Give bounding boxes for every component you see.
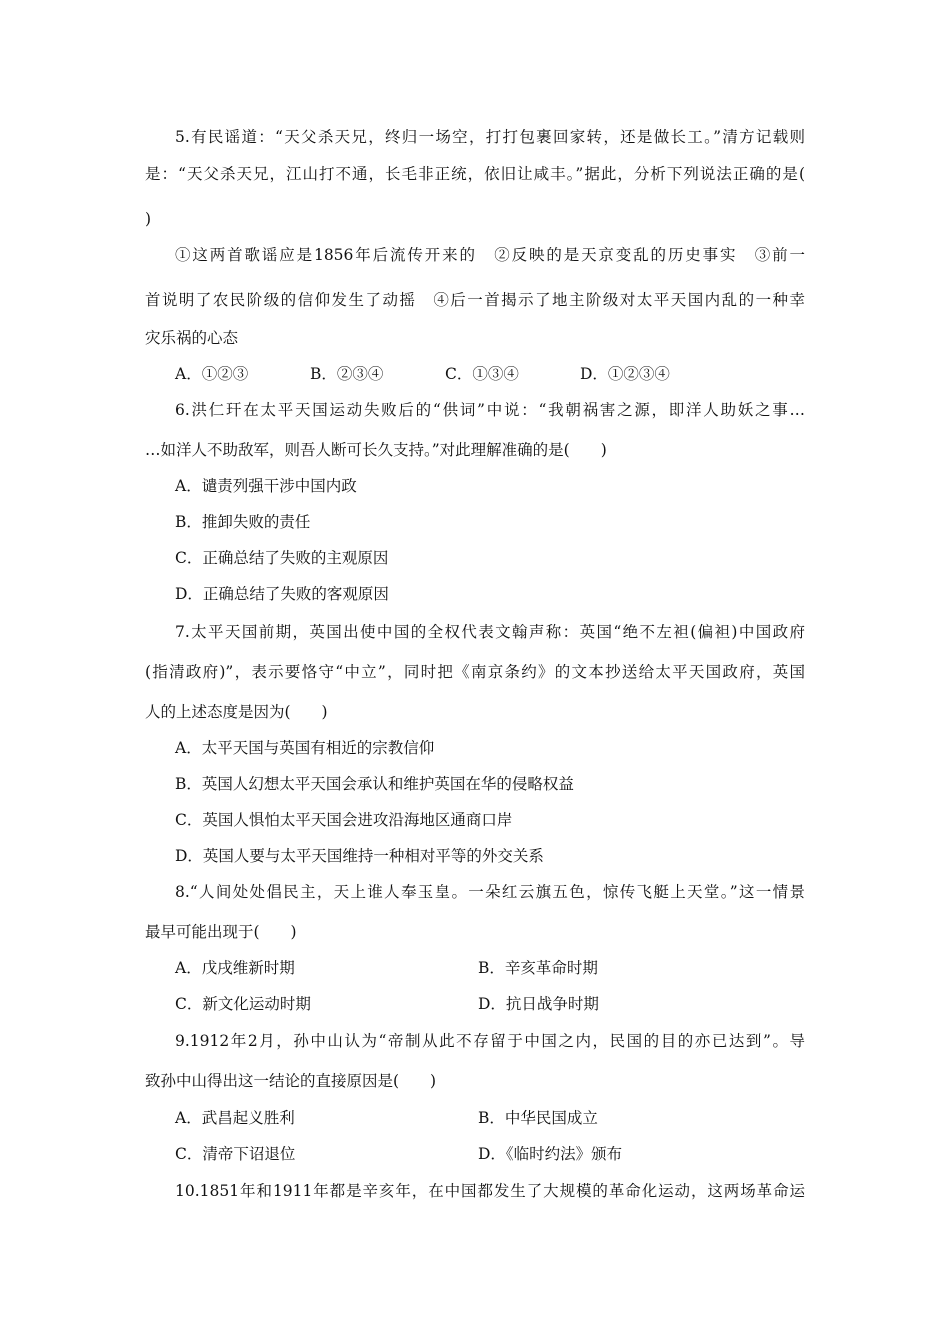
question-5-option-a: A．①②③: [175, 365, 249, 383]
question-7-option-b: B．英国人幻想太平天国会承认和维护英国在华的侵略权益: [175, 775, 574, 793]
question-6-line-2: …如洋人不助敌军，则吾人断可长久支持。”对此理解准确的是( ): [145, 441, 607, 459]
question-9-option-b: B．中华民国成立: [478, 1109, 598, 1127]
question-6-option-d: D．正确总结了失败的客观原因: [175, 585, 389, 603]
question-5-line-2: 是：“天父杀天兄，江山打不通，长毛非正统，依旧让咸丰。”据此，分析下列说法正确的是(: [145, 165, 805, 183]
question-6-option-a: A．谴责列强干涉中国内政: [175, 477, 357, 495]
question-7-option-a: A．太平天国与英国有相近的宗教信仰: [175, 739, 435, 757]
question-6-option-b: B．推卸失败的责任: [175, 513, 311, 531]
question-5-option-d: D．①②③④: [580, 365, 670, 383]
question-5-line-5: 首说明了农民阶级的信仰发生了动摇 ④后一首揭示了地主阶级对太平天国内乱的一种幸: [145, 291, 805, 309]
question-7-option-d: D．英国人要与太平天国维持一种相对平等的外交关系: [175, 847, 544, 865]
question-5-line-1: 5.有民谣道：“天父杀天兄，终归一场空，打打包裹回家转，还是做长工。”清方记载则: [175, 128, 805, 146]
question-9-option-a: A．武昌起义胜利: [175, 1109, 295, 1127]
question-8-option-a: A．戊戌维新时期: [175, 959, 295, 977]
question-6-line-1: 6.洪仁玕在太平天国运动失败后的“供词”中说：“我朝祸害之源，即洋人助妖之事…: [175, 401, 805, 419]
question-9-option-c: C．清帝下诏退位: [175, 1145, 296, 1163]
question-8-option-d: D．抗日战争时期: [478, 995, 599, 1013]
question-8-line-1: 8.“人间处处倡民主，天上谁人奉玉皇。一朵红云旗五色，惊传飞艇上天堂。”这一情景: [175, 883, 805, 901]
question-8-option-c: C．新文化运动时期: [175, 995, 311, 1013]
question-8-option-b: B．辛亥革命时期: [478, 959, 598, 977]
question-10-line-1: 10.1851年和1911年都是辛亥年，在中国都发生了大规模的革命化运动，这两场革命运: [175, 1182, 805, 1200]
question-7-line-2: (指清政府)”，表示要恪守“中立”，同时把《南京条约》的文本抄送给太平天国政府，英国: [145, 663, 805, 681]
question-7-line-3: 人的上述态度是因为( ): [145, 703, 328, 721]
question-5-option-b: B．②③④: [310, 365, 384, 383]
question-6-option-c: C．正确总结了失败的主观原因: [175, 549, 389, 567]
question-5-line-6: 灾乐祸的心态: [145, 329, 239, 347]
question-5-line-4: ①这两首歌谣应是1856年后流传开来的 ②反映的是天京变乱的历史事实 ③前一: [175, 246, 805, 264]
question-9-line-1: 9.1912年2月，孙中山认为“帝制从此不存留于中国之内，民国的目的亦已达到”。导: [175, 1032, 805, 1050]
question-8-line-2: 最早可能出现于( ): [145, 923, 297, 941]
question-9-option-d: D．《临时约法》颁布: [478, 1145, 623, 1163]
question-9-line-2: 致孙中山得出这一结论的直接原因是( ): [145, 1072, 437, 1090]
question-7-option-c: C．英国人惧怕太平天国会进攻沿海地区通商口岸: [175, 811, 513, 829]
question-5-line-3: ): [145, 210, 152, 228]
question-5-option-c: C．①③④: [445, 365, 519, 383]
question-7-line-1: 7.太平天国前期，英国出使中国的全权代表文翰声称：英国“绝不左袒(偏袒)中国政府: [175, 623, 805, 641]
